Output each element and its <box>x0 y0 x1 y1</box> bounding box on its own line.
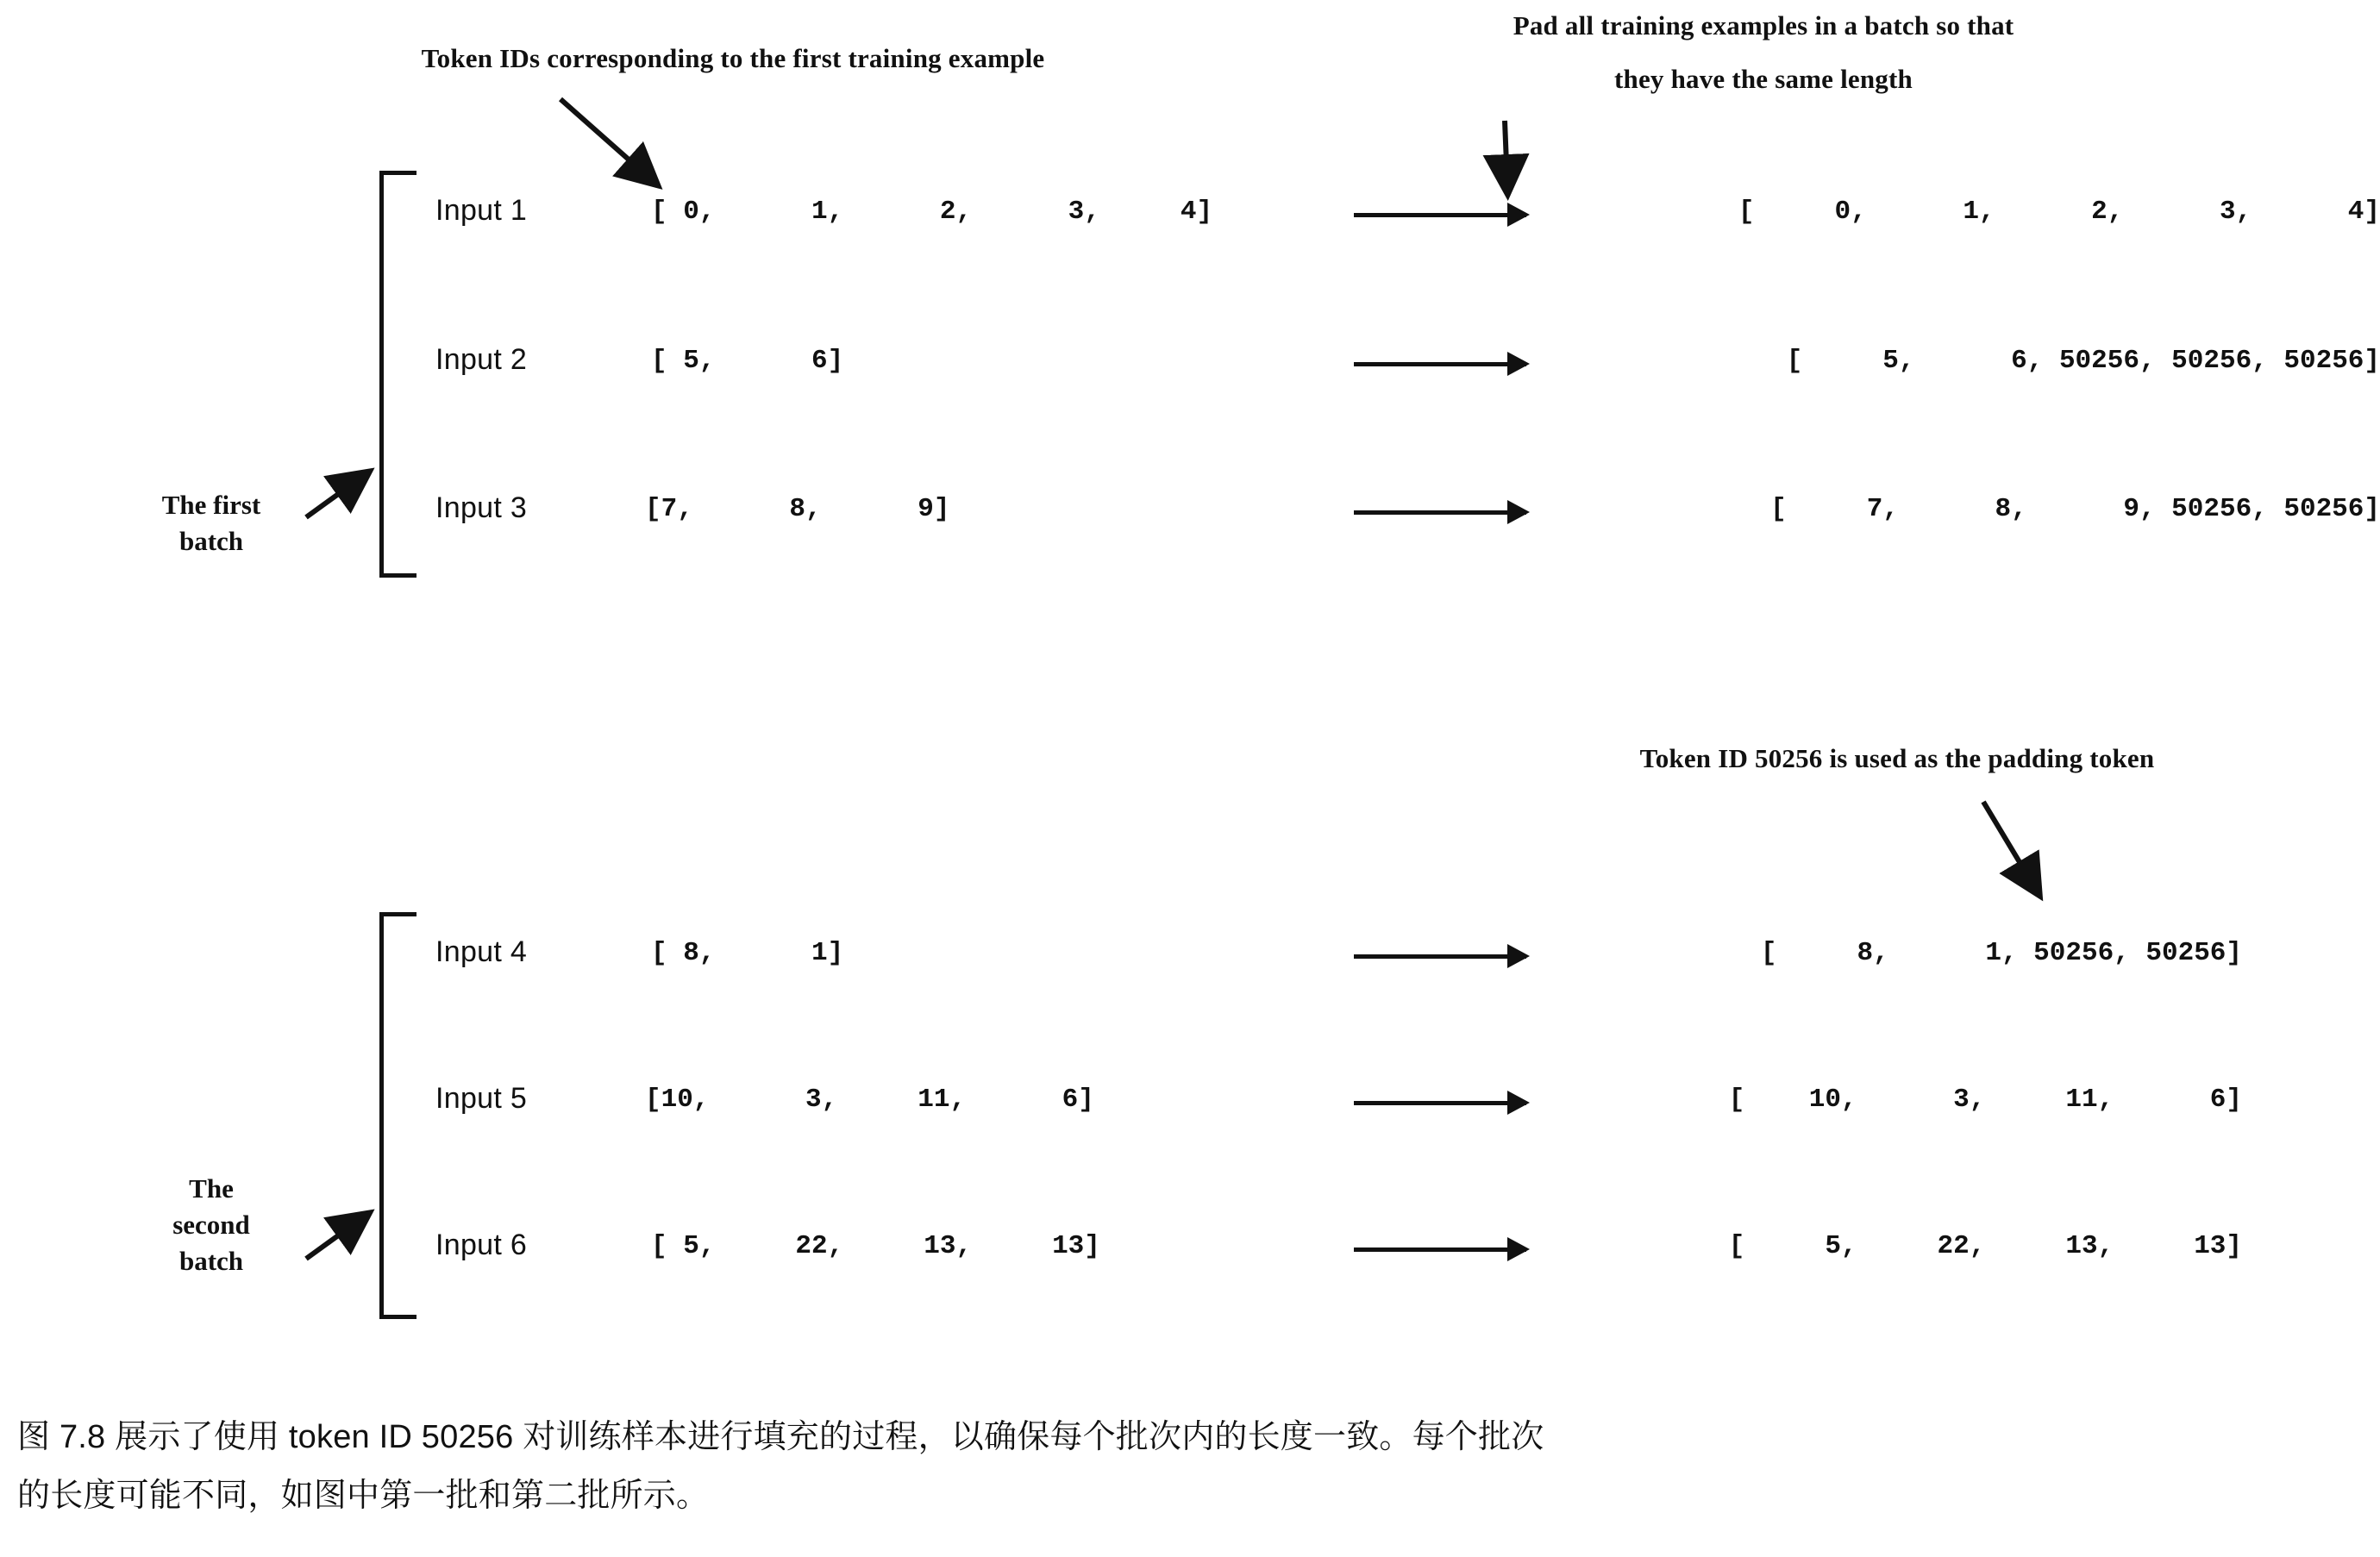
row-after-input-5: [ 10, 3, 11, 6] <box>1728 1085 2242 1115</box>
row-before-input-4: [ 8, 1] <box>651 938 844 968</box>
batch-2-label-line2: second <box>172 1209 250 1240</box>
batch-1-bracket <box>379 171 416 578</box>
row-before-input-6: [ 5, 22, 13, 13] <box>651 1231 1100 1261</box>
figure-caption-line2: 的长度可能不同，如图中第一批和第二批所示。 <box>17 1478 710 1514</box>
batch-2-label-line3: batch <box>178 1245 244 1276</box>
row-after-input-2: [ 5, 6, 50256, 50256, 50256] <box>1786 346 2380 376</box>
batch-1-label-line1: The first <box>161 490 261 520</box>
row-label-input-5: Input 5 <box>435 1082 528 1115</box>
batch-2-bracket <box>379 912 416 1319</box>
row-after-input-1: [ 0, 1, 2, 3, 4] <box>1738 197 2380 227</box>
row-after-input-3: [ 7, 8, 9, 50256, 50256] <box>1770 494 2380 524</box>
row-arrow-input-1 <box>1354 213 1526 217</box>
row-after-input-6: [ 5, 22, 13, 13] <box>1728 1231 2242 1261</box>
row-before-input-1: [ 0, 1, 2, 3, 4] <box>651 197 1213 227</box>
annotation-padding-token: Token ID 50256 is used as the padding token <box>1639 743 2155 773</box>
batch-1-label <box>103 487 319 560</box>
batch-2-label <box>103 1171 319 1279</box>
row-arrow-input-2 <box>1354 362 1526 366</box>
annotation-pad-note-line2: they have the same length <box>1614 64 1913 94</box>
row-before-input-5: [10, 3, 11, 6] <box>645 1085 1094 1115</box>
row-label-input-3: Input 3 <box>435 491 528 524</box>
row-label-input-1: Input 1 <box>435 194 528 227</box>
row-label-input-2: Input 2 <box>435 343 528 376</box>
annotation-pad-note-line1: Pad all training examples in a batch so that <box>1513 10 2014 41</box>
figure-caption-line1: 图 7.8 展示了使用 token ID 50256 对训练样本进行填充的过程，以确保每个批次内的长度一致。每个批次 <box>17 1419 1544 1455</box>
batch-2-label-line1: The <box>189 1173 234 1204</box>
row-before-input-3: [7, 8, 9] <box>645 494 950 524</box>
row-arrow-input-3 <box>1354 510 1526 515</box>
annotation-token-ids: Token IDs corresponding to the first training example <box>421 43 1045 73</box>
row-before-input-2: [ 5, 6] <box>651 346 844 376</box>
row-label-input-4: Input 4 <box>435 935 528 968</box>
row-after-input-4: [ 8, 1, 50256, 50256] <box>1760 938 2242 968</box>
row-label-input-6: Input 6 <box>435 1229 528 1261</box>
batch-1-label-line2: batch <box>178 525 244 556</box>
